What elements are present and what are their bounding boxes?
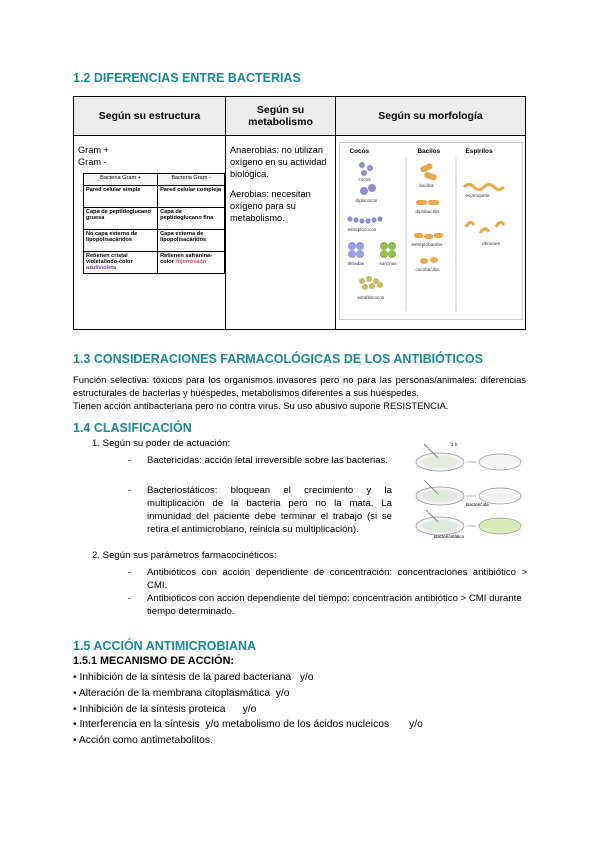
list-item: • Inhibición de la síntesis proteica y/o [73,703,257,715]
figure-label-bacteriostatico: Bacteriostático [434,534,465,539]
gram-cell: No capa externa de lipopolisacáridos [84,230,158,252]
header-morphology: Según su morfología [336,97,526,136]
time-dependent-text: Antibióticos con acción dependiente del tiempo: concentración antibiótico > CMI durante tiempo determinado. [147,593,522,617]
classification-item-1: 1. Según su poder de actuación: [92,438,231,449]
figure-label-time: 1 h [451,442,458,447]
bacteriostaticos-text: Bacteriostáticos: bloquean el crecimiento y la multiplicación de la bacteria pero no la mata. La inmunidad del paciente debe terminar el trabajo (si se retira el antimicrobiano, reinicia su multiplicación). [147,485,392,535]
gram-stain-text: Retienen safranina-color [160,253,213,265]
caption-cocobacilos: cocobacilos [415,267,440,272]
caption-espiroqueta: espiroqueta [465,193,490,198]
figure-label-bactericida: Bactericida [466,502,489,507]
table-header-row [74,97,526,136]
bacilos-col-label: Bacilos [417,148,441,155]
classification-item-2: 2. Según sus parámetros farmacocinéticos: [92,550,277,561]
table-body-row [74,136,526,330]
gram-cell: Pared celular compleja [158,186,225,208]
section-title-1-3: 1.3 CONSIDERACIONES FARMACOLÓGICAS DE LOS ANTIBIÓTICOS [73,352,483,366]
gram-cell [158,252,225,274]
gram-cell: Capa externa de lipopolisacáridos [158,230,225,252]
caption-cocos: cocos [358,177,371,182]
gram-positive-label: Gram + [78,145,109,155]
header-structure: Según su estructura [74,97,226,136]
mechanism-subtitle: 1.5.1 MECANISMO DE ACCIÓN: [73,655,234,667]
gram-positive-head: Bacteria Gram + [84,174,158,186]
concentration-dependent-text: Antibióticos con acción dependiente de concentración: concentraciones antibiótico > CMI. [147,567,527,591]
caption-estreptobacilos: estreptobacilos [411,242,443,247]
caption-estreptococos: estreptococos [347,227,377,232]
bactericidas-text: Bactericidas: acción letal irreversible sobre las bacterias. [147,455,389,466]
list-item: • Acción como antimetabolitos. [73,735,213,747]
list-item: • Alteración de la membrana citoplasmática y/o [73,687,290,699]
list-item: • Inhibición de la síntesis de la pared bacteriana y/o [73,672,314,683]
list-item: • Interferencia en la síntesis y/o metabolismo de los ácidos nucleicos y/o [73,719,423,731]
dash: - [128,455,132,466]
violet-text: azul/violeta [86,265,117,271]
gram-cell: Pared celular simple [84,186,158,208]
gram-comparison-table [83,173,225,274]
gram-table-head [84,174,225,186]
mechanism-list [73,670,533,749]
metabolism-cell [226,136,336,330]
caption-estafilococos: estafilococos [357,295,385,300]
anaerobic-text: Anaerobias: no utilizan oxígeno en su actividad biológica. [230,145,327,179]
petri-dish-figure [404,440,526,540]
section-title-1-4: 1.4 CLASIFICACIÓN [73,421,192,435]
gram-cell [84,252,158,274]
caption-diplobacilos: diplobacilos [415,209,440,214]
table-row [84,186,225,208]
header-metabolism: Según su metabolismo [226,97,336,136]
dash: - [128,485,132,496]
gram-cell: Capa de peptidoglucano gruesa [84,208,158,230]
structure-cell [74,136,226,330]
espirilos-col-label: Espirilos [465,148,493,155]
dash: - [128,593,132,604]
caption-diplococos: diplococos [355,198,378,203]
gram-negative-label: Gram - [78,157,107,167]
morphology-figure [339,142,523,320]
table-row [84,208,225,230]
morphology-cell [336,136,526,330]
gram-cell: Capa de peptidoglucano fina [158,208,225,230]
gram-stain-text: Retienen cristal violeta/iodo-color [86,253,133,265]
caption-tetradas: tétradas [347,261,365,266]
dash: - [128,567,132,578]
bacteria-differences-table [73,96,526,330]
section-title-1-2: 1.2 DIFERENCIAS ENTRE BACTERIAS [73,71,301,85]
pink-text: rojo/rosado [175,259,207,265]
gram-negative-head: Bacteria Gram - [158,174,225,186]
antibacterial-text: Tienen acción antibacteriana pero no contra virus. Su uso abusivo supone RESISTENCIA. [73,400,449,411]
caption-vibriones: vibriones [481,241,500,246]
cocos-col-label: Cocos [349,148,370,155]
aerobic-text: Aerobias: necesitan oxígeno para su metabolismo. [230,189,311,223]
selective-function-text: Función selectiva: tóxicos para los organismos invasores pero no para las personas/animales: diferencias estructurales de bacterias y huéspedes, metabolismos diferentes a sus huéspedes. [73,374,526,398]
caption-sarcinas: sarcinas [379,261,397,266]
section-title-1-5: 1.5 ACCIÓN ANTIMICROBIANA [73,639,257,653]
table-row [84,230,225,252]
table-row [84,252,225,274]
caption-bacilos: bacilos [419,183,434,188]
petri-dishes-illustration [404,440,526,540]
